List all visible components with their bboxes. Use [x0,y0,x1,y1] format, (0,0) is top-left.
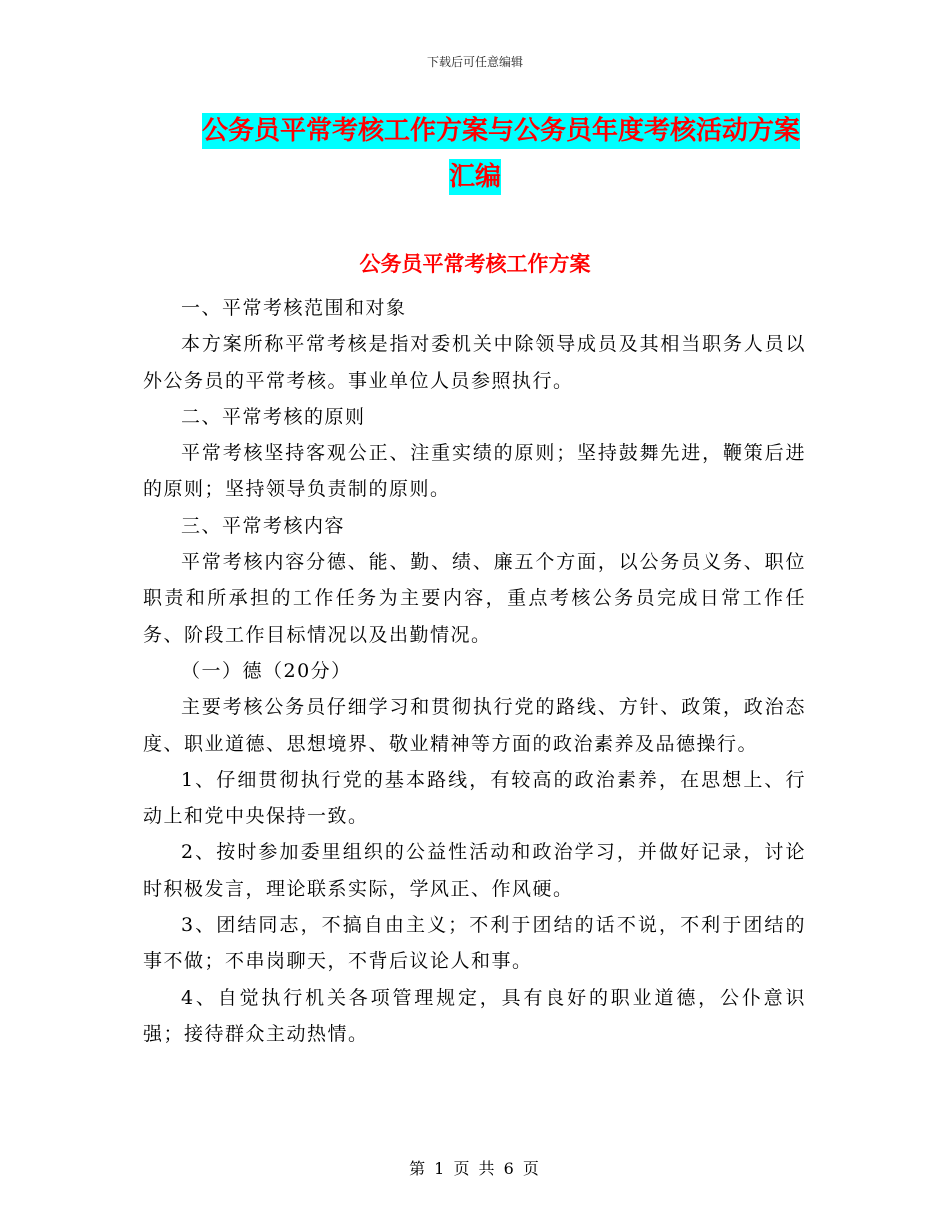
list-item-3: 3、团结同志，不搞自由主义；不利于团结的话不说，不利于团结的事不做；不串岗聊天，不背后议论人和事。 [143,914,806,973]
title-line-2: 汇编 [449,159,501,195]
page-footer: 第 1 页 共 6 页 [409,1159,541,1178]
list-item-2: 2、按时参加委里组织的公益性活动和政治学习，并做好记录，讨论时积极发言，理论联系实际，学风正、作风硬。 [143,841,806,900]
paragraph-content: 平常考核内容分德、能、勤、绩、廉五个方面，以公务员义务、职位职责和所承担的工作任务为主要内容，重点考核公务员完成日常工作任务、阶段工作目标情况以及出勤情况。 [143,551,806,646]
title-line-1: 公务员平常考核工作方案与公务员年度考核活动方案 [202,113,800,149]
document-title [0,108,950,200]
heading-virtue: （一）德（20分） [181,659,352,682]
section-title: 公务员平常考核工作方案 [359,252,591,276]
paragraph-virtue: 主要考核公务员仔细学习和贯彻执行党的路线、方针、政策，政治态度、职业道德、思想境界、敬业精神等方面的政治素养及品德操行。 [143,696,806,755]
list-item-4: 4、自觉执行机关各项管理规定，具有良好的职业道德，公仆意识强；接待群众主动热情。 [143,986,806,1045]
heading-content: 三、平常考核内容 [181,514,346,537]
paragraph-scope: 本方案所称平常考核是指对委机关中除领导成员及其相当职务人员以外公务员的平常考核。事业单位人员参照执行。 [143,333,806,392]
header-note: 下载后可任意编辑 [426,55,523,69]
paragraph-principles: 平常考核坚持客观公正、注重实绩的原则；坚持鼓舞先进，鞭策后进的原则；坚持领导负责制的原则。 [143,442,806,501]
heading-scope: 一、平常考核范围和对象 [181,297,407,319]
list-item-1: 1、仔细贯彻执行党的基本路线，有较高的政治素养，在思想上、行动上和党中央保持一致。 [143,768,806,828]
document-body [143,290,806,1052]
heading-principles: 二、平常考核的原则 [181,405,366,428]
